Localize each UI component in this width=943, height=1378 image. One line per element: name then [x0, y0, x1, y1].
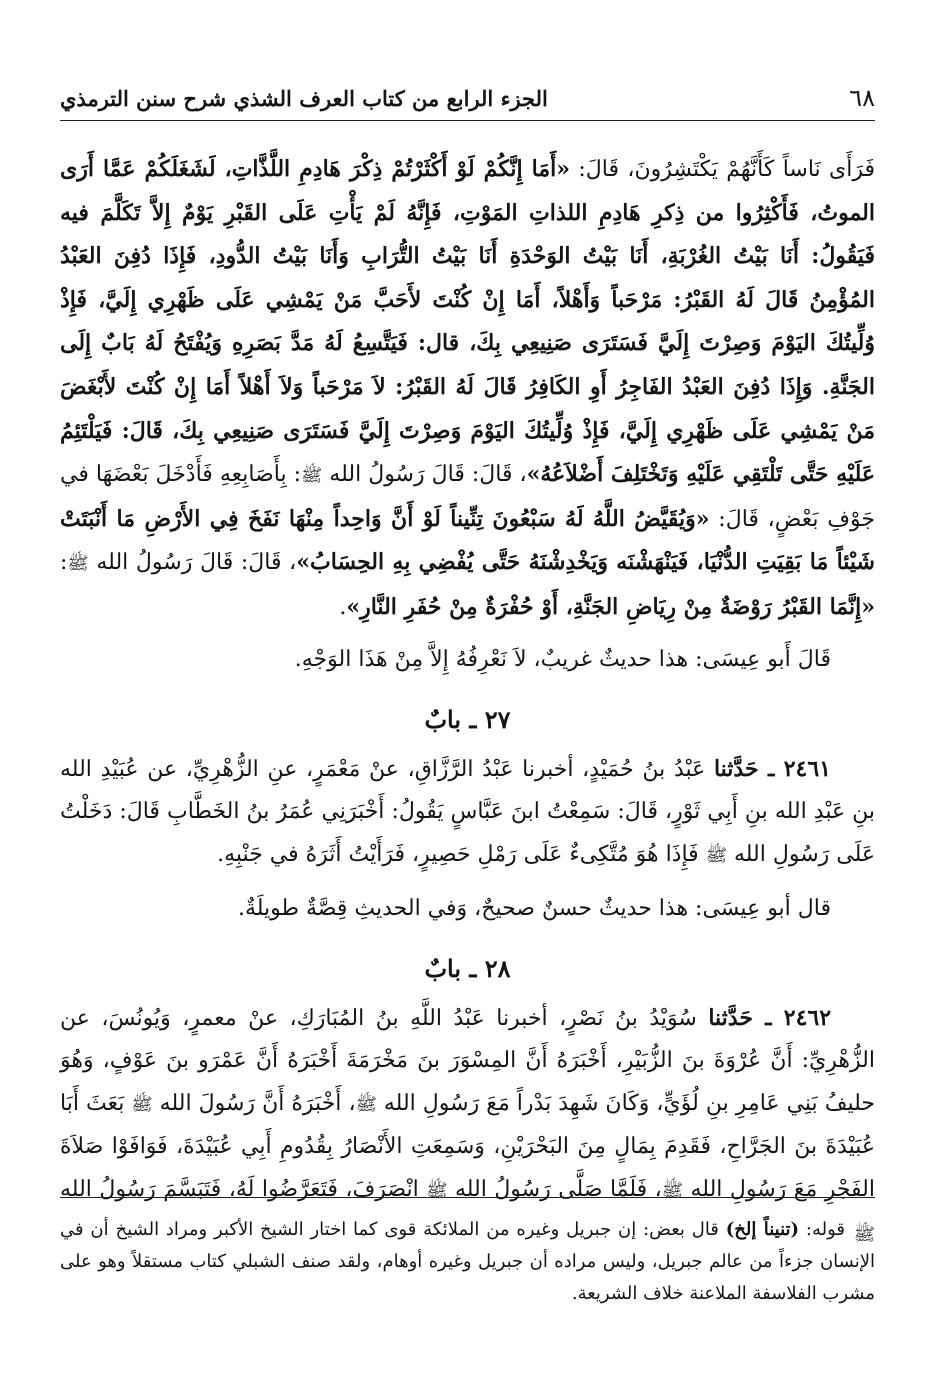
footnote-text: قال بعض: إن جبريل وغيره من الملائكة قوى كما اختار الشيخ الأكبر ومراد الشيخ أن في الإنسان جزءاً من عالم جبريل، وليس مراده أن جبريل وغيره أوهام، ولقد صنف الشبلي كتاب مستقلاً وهو على مشرب الفلاسفة الملاعنة خلاف الشريعة. — [60, 1219, 875, 1304]
footnote — [60, 1214, 875, 1310]
page-header — [60, 80, 875, 121]
narration-text: ، قَالَ: قَالَ رَسُولُ الله — [322, 462, 527, 488]
chapter-heading: ٢٨ ـ بابٌ — [424, 954, 511, 984]
hadith-text: سُوَيْدُ بنُ نَصْرٍ، أخبرنا عَبْدُ اللَّهِ بنُ المُبَارَكِ، عنْ معمرٍ، وَيُونُسَ، عن الزُّهْرِيِّ: أَنَّ عُرْوَةَ بنَ الزُّبَيْرِ، أَخْبَرَهُ أَنَّ المِسْوَرَ بنَ مَخْرَمَةَ أَخْبَرَهُ أَنَّ عَمْرَو بنَ عَوْفٍ، وَهُوَ حليفُ بَنِي عَامِرِ بنِ لُؤَيٍّ، وَكَانَ شَهِدَ بَدْراً مَعَ رَسُولِ الله — [60, 1005, 876, 1116]
hadith-text: فَإِذَا هُوَ مُتَّكِىءٌ عَلَى رَمْلِ حَصِيرٍ، فَرَأَيْتُ أَثَرَهُ في جَنْبِهِ. — [217, 841, 706, 867]
prophetic-quote: «وَيُقَيَّضُ اللَّهُ لَهُ سَبْعُونَ تِنِّيناً لَوْ أَنَّ وَاحِداً مِنْهَا نَفَخَ فِي الأَرْضِ مَا أَنْبَتَتْ شَيْئاً مَا بَقِيَتِ الدُّنْيَا، فَيَنْهَشْنَه وَيَخْدِشْنَهُ حَتَّى يُفْضِي بِهِ الحِسَابُ» — [60, 505, 875, 576]
salutation-glyph: ﷺ — [661, 1181, 684, 1202]
main-text — [60, 148, 875, 1256]
narration-text: فَرَأَى نَاساً كَأَنَّهُمْ يَكْتَشِرُونَ، قَالَ: — [570, 157, 876, 182]
prophetic-quote: «أَمَا إِنَّكُمْ لَوْ أَكْثَرْتُمْ ذِكْرَ هَادِمِ اللَّذَّاتِ، لَشَغَلَكُمْ عَمَّا أَرَى الموتُ، فَأَكْثِرُوا من ذِكرِ هَادِمِ اللذاتِ المَوْتِ، فَإِنَّهُ لَمْ يَأْتِ عَلَى القَبْرِ يَوْمٌ إِلاَّ تَكَلَّمَ فيه فَيَقُولُ: أَنَا بَيْتُ الغُرْبَةِ، أَنَا بَيْتُ الوَحْدَةِ أَنَا بَيْتُ التُّرَابِ وَأَنَا بَيْتُ الدُّودِ، فَإِذَا دُفِنَ العَبْدُ المُؤْمِنُ قَالَ لَهُ القَبْرُ: مَرْحَباً وَأَهْلاً، أَمَا إِنْ كُنْتَ لأَحَبَّ مَنْ يَمْشِي عَلَى ظَهْرِي إِلَيَّ، فَإِذْ وُلِّيتُكَ اليَوْمَ وَصِرْتَ إِلَيَّ فَسَتَرَى صَنِيعِي بِكَ، قال: فَيَتَّسِعُ لَهُ مَدَّ بَصَرِهِ وَيُفْتَحُ لَهُ بَابٌ إِلَى الجَنَّةِ. وَإِذَا دُفِنَ العَبْدُ الفَاجِرُ أَوِ الكَافِرُ قَالَ لَهُ القَبْرُ: لاَ مَرْحَباً وَلاَ أَهْلاً أَمَا إِنْ كُنْتَ لأَبْغَضَ مَنْ يَمْشِي عَلَى ظَهْرِي إِلَيَّ، فَإِذْ وُلِّيتُكَ اليَوْمَ وَصِرْتَ إِلَيَّ فَسَتَرَى صَنِيعِي بِكَ، قَالَ: فَيَلْتَئِمُ عَلَيْهِ حَتَّى تَلْتَقِي عَلَيْهِ وَتَخْتَلِفَ أَضْلاَعُهُ» — [60, 156, 876, 488]
footnote-text: قوله: — [799, 1219, 845, 1240]
narration-text: ، قَالَ: قَالَ رَسُولُ الله — [88, 550, 297, 576]
running-title: الجزء الرابع من كتاب العرف الشذي شرح سنن الترمذي — [60, 86, 548, 111]
page-number: ٦٨ — [849, 84, 875, 112]
hadith-continuation — [60, 148, 875, 630]
salutation-glyph: ﷺ — [131, 1094, 153, 1115]
hadith-text: ، فَلَمَّا صَلَّى رَسُولُ الله — [447, 1177, 662, 1203]
narration-text: : بِأَصَابِعِهِ فَأَدْخَلَ بَعْضَهَا في جَوْفِ بَعْضٍ، قَالَ: — [60, 462, 875, 532]
salutation-glyph: ﷺ — [705, 845, 727, 866]
footnote-divider — [60, 1197, 875, 1198]
footnote-paragraph — [60, 1214, 875, 1310]
abu-isa-note: قال أبو عِيسَى: هذا حديثٌ حسنٌ صحيحٌ، وَفي الحديثِ قِصَّةٌ طويلَةٌ. — [237, 895, 831, 921]
salutation-glyph: ﷺ — [426, 1181, 448, 1202]
prophetic-quote: «إِنَّمَا القَبْرُ رَوْضَةٌ مِنْ رِيَاضِ الجَنَّةِ، أَوْ حُفْرَةٌ مِنْ حُفَرِ النَّارِ» — [346, 593, 875, 620]
chapter-heading: ٢٧ ـ بابٌ — [424, 705, 511, 735]
salutation-glyph: ﷺ — [67, 554, 89, 575]
narration-text: . — [339, 594, 347, 620]
hadith-number: ٢٤٦١ ـ — [758, 755, 831, 782]
salutation-glyph: ﷺ — [853, 1224, 875, 1245]
hadith-text: انْصَرَفَ، فَتَعَرَّضُوا لَهُ، فَتَبَسَّمَ رَسُولُ الله — [60, 1177, 427, 1203]
transmission-label: حَدَّثنا — [708, 1004, 753, 1031]
salutation-glyph: ﷺ — [301, 466, 323, 487]
narration-text: : — [60, 550, 68, 576]
hadith-text: ، أَخْبَرَهُ أَنَّ رَسُولَ الله — [152, 1090, 356, 1116]
transmission-label: حَدَّثنا — [713, 755, 759, 782]
footnote-keyword: (تنيناً إلخ) — [725, 1219, 800, 1240]
abu-isa-note: قَالَ أَبو عِيسَى: هذا حديثٌ غريبٌ، لاَ نَعْرِفُهُ إِلاَّ مِنْ هَذَا الوَجْهِ. — [294, 646, 831, 672]
hadith-number: ٢٤٦٢ ـ — [752, 1004, 832, 1031]
salutation-glyph: ﷺ — [355, 1094, 377, 1115]
hadith-2461 — [60, 748, 875, 878]
hadith-text: بَعَثَ أَبَا عُبَيْدَةَ بنَ الجَرَّاحِ، فَقَدِمَ بِمَالٍ مِنَ البَحْرَيْنِ، وَسَمِعَتِ الأَنْصَارُ بِقُدُومِ أَبِي عُبَيْدَةَ، فَوَافَوْا صَلاَةَ الفَجْرِ مَعَ رَسُولِ الله — [60, 1090, 875, 1203]
hadith-text: عَبْدُ بنُ حُمَيْدٍ، أخبرنا عَبْدُ الرَّزَّاقِ، عنْ مَعْمَرٍ، عنِ الزُّهْرِيِّ، عن عُبَيْدِ الله بنِ عَبْدِ الله بنِ أَبِي ثَوْرٍ، قَالَ: سَمِعْتُ ابنَ عَبَّاسٍ يَقُولُ: أَخْبَرَنِي عُمَرُ بنُ الخَطَّابِ قَالَ: دَخَلْتُ عَلَى رَسُولِ الله — [60, 756, 875, 867]
